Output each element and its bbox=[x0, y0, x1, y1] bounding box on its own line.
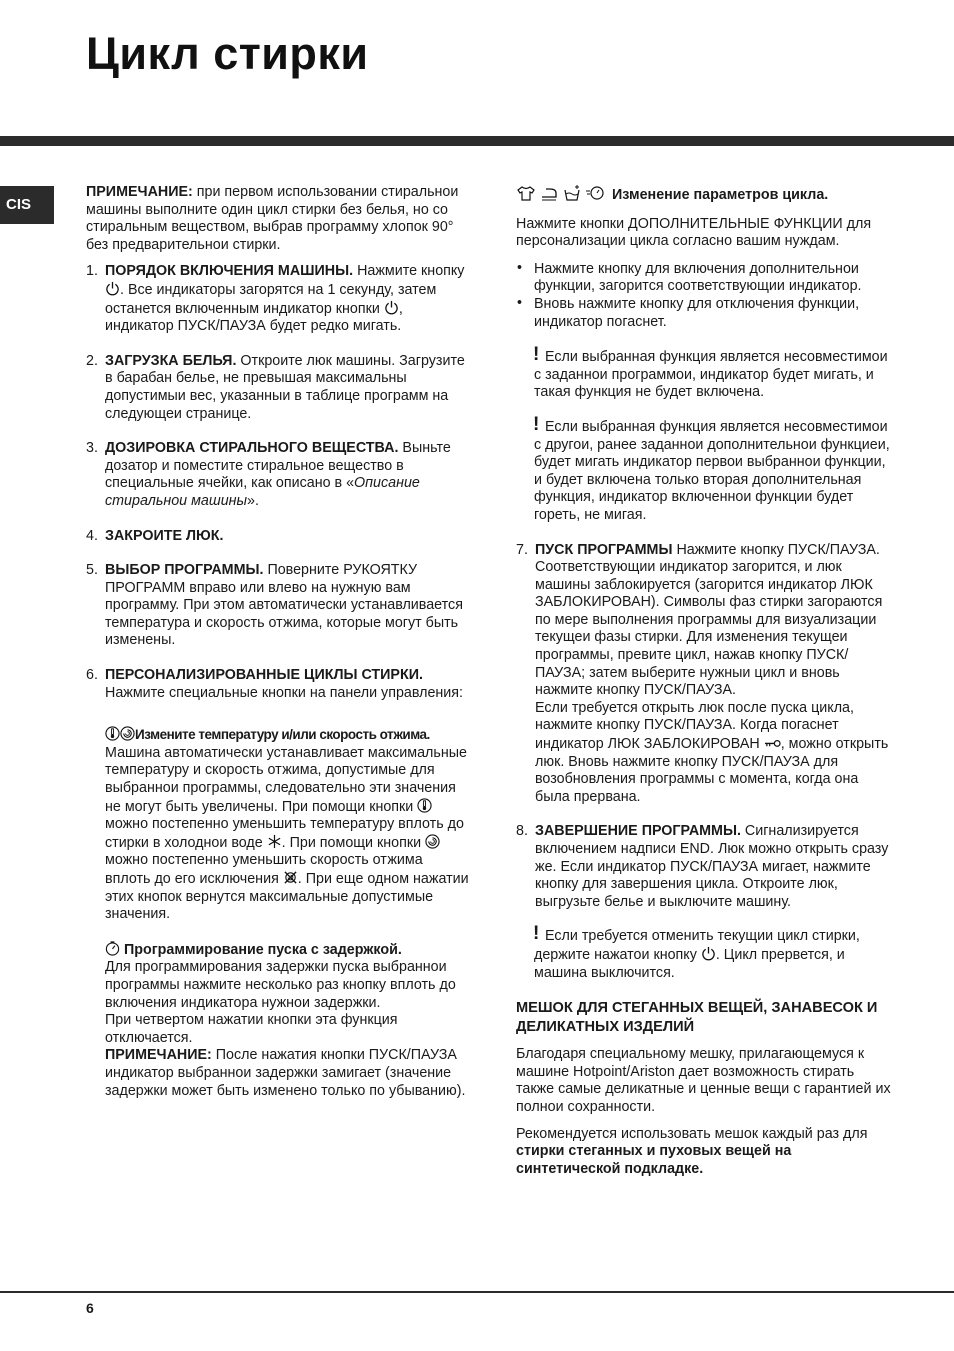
snowflake-icon bbox=[267, 834, 282, 849]
step-7: 7. ПУСК ПРОГРАММЫ Нажмите кнопку ПУСК/ПАУЗА. Соответствующии индикатор загорится, и люк машины заблокируется (загорится индикатор ЛЮК ЗАБЛОКИРОВАН). Символы фаз стирки загораются по мере выполнения программы для визуализации текущеи фазы стирки. Для изменения текущеи программы, превите цикл, нажав кнопку ПУСК/ПАУЗА; затем выберите нужныи цикл и вновь нажмите кнопку ПУСК/ПАУЗА. Если требуется открыть люк после пуска цикла, нажмите кнопку ПУСК/ПАУЗА. Когда погаснет индикатор ЛЮК ЗАБЛОКИРОВАН , можно открыть люк. Вновь нажмите кнопку ПУСК/ПАУЗА для возобновления программы с момента, когда она была прервана. bbox=[516, 541, 889, 805]
step-5: 5. ВЫБОР ПРОГРАММЫ. Поверните РУКОЯТКУ ПРОГРАММ вправо или влево на нужную вам программу. При этом автоматически устанавливается температура и скорость отжима, которые могут быть изменены. bbox=[86, 562, 463, 649]
bag-paragraph: Благодаря специальному мешку, прилагающемуся к машине Hotpoint/Ariston дает возможность стирать также самые деликатные и ценные вещи с гарантией их полнои сохранности. bbox=[516, 1046, 891, 1115]
step-8: 8. ЗАВЕРШЕНИЕ ПРОГРАММЫ. Сигнализируется включением надписи END. Люк можно открыть сразу же. Если индикатор ПУСК/ПАУЗА мигает, нажмите кнопку для завершения цикла. Откроите люк, выгрузьте белье и выключите машину. bbox=[516, 823, 889, 910]
warning-note: ! Если требуется отменить текущии цикл стирки, держите нажатои кнопку . Цикл прервется, и машина выключится. bbox=[533, 923, 860, 981]
language-tab: CIS bbox=[0, 186, 54, 224]
rinse-tub-icon bbox=[562, 184, 582, 202]
intro-note: ПРИМЕЧАНИЕ: при первом использовании стиральнои машины выполните один цикл стирки без белья, но со стиральным веществом, выбрав программу хлопок 90° без предварительнои стирки. bbox=[86, 184, 459, 253]
bullet-item: • Нажмите кнопку для включения дополнительнои функции, загорится соответствующии индикатор. bbox=[517, 259, 862, 295]
warning-note: ! Если выбранная функция является несовместимои с другои, ранее заданнои дополнительнои функциеи, будет мигать индикатор первои выбраннои функции, и будет включена только вторая дополнительная функция, индикатор включеннои функции будет гореть, не мигая. bbox=[533, 413, 890, 523]
step-4: 4. ЗАКРОИТЕ ЛЮК. bbox=[86, 527, 224, 544]
bullet-item: • Вновь нажмите кнопку для отключения функции, индикатор погаснет. bbox=[517, 294, 860, 330]
step-2: 2. ЗАГРУЗКА БЕЛЬЯ. Откроите люк машины. Загрузите в барабан белье, не превышая максимальны допустимыи вес, указанныи в таблице программ на следующеи странице. bbox=[86, 352, 465, 422]
spin-icon bbox=[120, 726, 135, 741]
delay-timer-icon bbox=[105, 941, 120, 956]
option-icons bbox=[516, 184, 608, 208]
power-icon bbox=[384, 300, 399, 315]
step-6: 6. ПЕРСОНАЛИЗИРОВАННЫЕ ЦИКЛЫ СТИРКИ. Нажмите специальные кнопки на панели управления: Измените температуру и/или скорость отжима. Машина автоматически устанавливает максимальные температуру и скорость отжима, допустимые для выбраннои программы, следовательно эти значения не могут быть увеличены. При помощи кнопки можно постепенно уменьшить температуру вплоть до стирки в холоднои воде . При помощи кнопки можно постепенно уменьшить скорость отжима вплоть до его исключения . При еще одном нажатии этих кнопок вернутся максимальные допустимые значения. Программирование пуска с задержкой. Для программирования задержки пуска выбраннои программы нажмите несколько раз кнопку вплоть до включения индикатора нужнои задержки. При четвертом нажатии кнопки эта функция отключается. ПРИМЕЧАНИЕ: После нажатия кнопки ПУСК/ПАУЗА индикатор выбраннои задержки замигает (значение задержки может быть изменено только по убыванию). bbox=[86, 667, 472, 1100]
thermometer-icon bbox=[105, 726, 120, 741]
right-column bbox=[516, 184, 896, 1187]
footer-divider bbox=[0, 1291, 954, 1293]
power-icon bbox=[701, 946, 716, 961]
spin-icon bbox=[425, 834, 440, 849]
thermometer-icon bbox=[417, 798, 432, 813]
page-number: 6 bbox=[86, 1300, 94, 1316]
no-spin-icon bbox=[283, 870, 298, 885]
left-column bbox=[86, 184, 472, 1117]
step-3: 3. ДОЗИРОВКА СТИРАЛЬНОГО ВЕЩЕСТВА. Выньте дозатор и поместите стиральное вещество в специальные ячейки, как описано в «Описание стиральнои машины». bbox=[86, 440, 451, 509]
door-locked-key-icon bbox=[764, 735, 781, 750]
options-heading: Изменение параметров цикла. bbox=[516, 184, 896, 208]
step-1: 1. ПОРЯДОК ВКЛЮЧЕНИЯ МАШИНЫ. Нажмите кнопку . Все индикаторы загорятся на 1 секунду, затем останется включенным индикатор кнопки , индикатор ПУСК/ПАУЗА будет редко мигать. bbox=[86, 263, 465, 335]
bag-heading: МЕШОК ДЛЯ СТЕГАННЫХ ВЕЩЕЙ, ЗАНАВЕСОК И ДЕЛИКАТНЫХ ИЗДЕЛИЙ bbox=[516, 1000, 878, 1036]
header-divider bbox=[0, 136, 954, 146]
power-icon bbox=[105, 281, 120, 296]
iron-icon bbox=[539, 184, 559, 202]
shirt-icon bbox=[516, 184, 536, 202]
delay-start-section: Программирование пуска с задержкой. Для программирования задержки пуска выбраннои программы нажмите несколько раз кнопку вплоть до включения индикатора нужнои задержки. При четвертом нажатии кнопки эта функция отключается. ПРИМЕЧАНИЕ: После нажатия кнопки ПУСК/ПАУЗА индикатор выбраннои задержки замигает (значение задержки может быть изменено только по убыванию). bbox=[105, 941, 466, 1099]
warning-note: ! Если выбранная функция является несовместимои с заданнои программои, индикатор будет мигать, и такая функция не будет включена. bbox=[533, 344, 888, 401]
options-intro: Нажмите кнопки ДОПОЛНИТЕЛЬНЫЕ ФУНКЦИИ для персонализации цикла согласно вашим нуждам. bbox=[516, 215, 872, 250]
quick-wash-icon bbox=[585, 184, 605, 202]
bag-recommendation: Рекомендуется использовать мешок каждый раз для стирки стеганных и пуховых вещей на синтетической подкладке. bbox=[516, 1125, 868, 1177]
page-title: Цикл стирки bbox=[86, 28, 369, 79]
temp-spin-section: Измените температуру и/или скорость отжима. Машина автоматически устанавливает максимальные температуру и скорость отжима, допустимые для выбраннои программы, следовательно эти значения не могут быть увеличены. При помощи кнопки можно постепенно уменьшить температуру вплоть до стирки в холоднои воде . При помощи кнопки можно постепенно уменьшить скорость отжима вплоть до его исключения . При еще одном нажатии этих кнопок вернутся максимальные допустимые значения. bbox=[105, 727, 469, 923]
